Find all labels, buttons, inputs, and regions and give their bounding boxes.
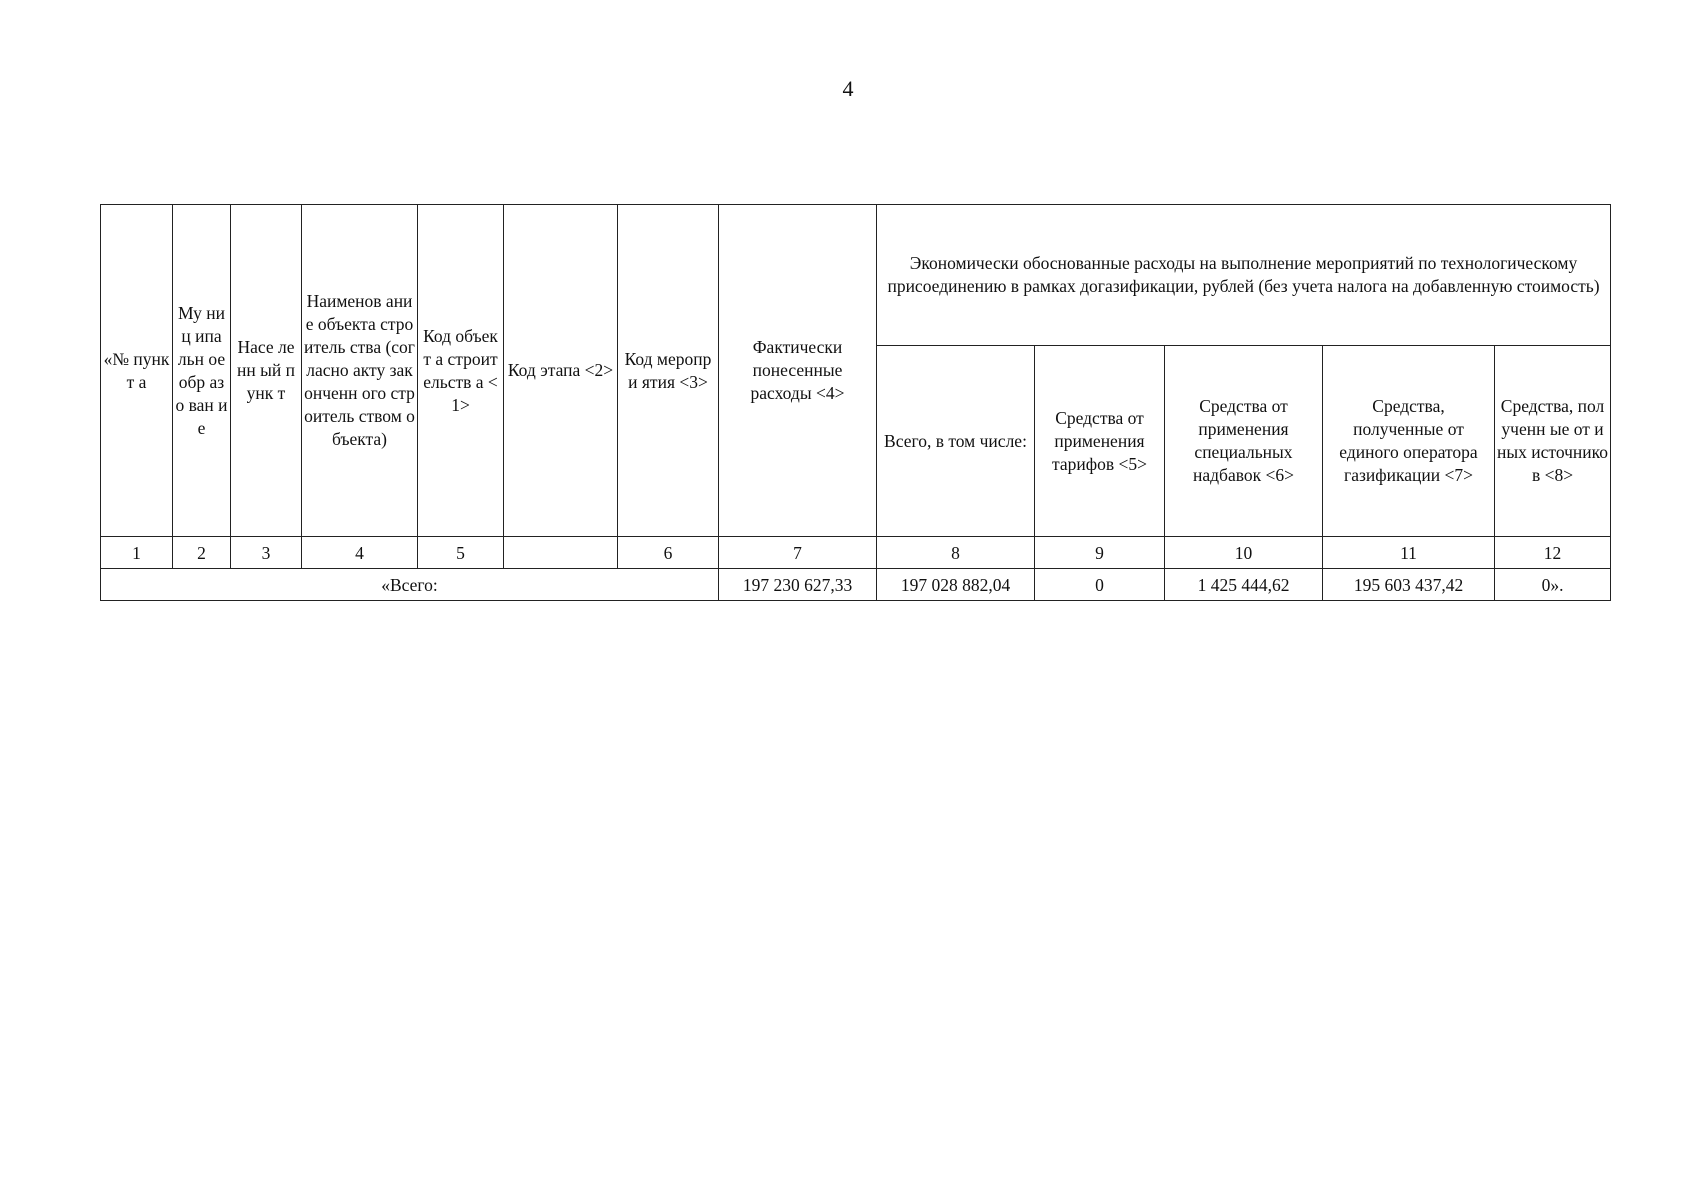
column-number: 7 xyxy=(719,537,877,569)
header-item-number: «№ пункт а xyxy=(101,205,173,537)
total-actual-expenses: 197 230 627,33 xyxy=(719,569,877,601)
column-number: 8 xyxy=(877,537,1035,569)
column-numbers-row xyxy=(101,537,1611,569)
header-actual-expenses: Фактически понесенные расходы <4> xyxy=(719,205,877,537)
column-number: 4 xyxy=(302,537,418,569)
header-surcharge-funds: Средства от применения специальных надбавок <6> xyxy=(1165,346,1323,537)
column-number: 6 xyxy=(618,537,719,569)
column-number: 5 xyxy=(418,537,504,569)
header-tariff-funds: Средства от применения тарифов <5> xyxy=(1035,346,1165,537)
total-gas-operator-value: 195 603 437,42 xyxy=(1323,569,1495,601)
total-row xyxy=(101,569,1611,601)
total-including-value: 197 028 882,04 xyxy=(877,569,1035,601)
column-number xyxy=(504,537,618,569)
total-surcharges-value: 1 425 444,62 xyxy=(1165,569,1323,601)
column-number: 11 xyxy=(1323,537,1495,569)
header-other-source-funds: Средства, полученн ые от иных источнико в <8> xyxy=(1495,346,1611,537)
header-locality: Насе ленн ый пунк т xyxy=(231,205,302,537)
header-stage-code: Код этапа <2> xyxy=(504,205,618,537)
total-label: «Всего: xyxy=(101,569,719,601)
header-row xyxy=(101,205,1611,346)
total-tariffs-value: 0 xyxy=(1035,569,1165,601)
header-total-including: Всего, в том числе: xyxy=(877,346,1035,537)
header-justified-expenses-group: Экономически обоснованные расходы на выполнение мероприятий по технологическому присоединению в рамках догазификации, рублей (без учета налога на добавленную стоимость) xyxy=(877,205,1611,346)
header-municipality: Му ниц ипа льн ое обр азо ван ие xyxy=(173,205,231,537)
expenses-table xyxy=(100,204,1611,601)
column-number: 10 xyxy=(1165,537,1323,569)
column-number: 12 xyxy=(1495,537,1611,569)
column-number: 9 xyxy=(1035,537,1165,569)
header-object-code: Код объект а строит ельств а <1> xyxy=(418,205,504,537)
column-number: 2 xyxy=(173,537,231,569)
page-number: 4 xyxy=(842,76,854,101)
header-object-name: Наименов ание объекта строитель ства (согласно акту законченн ого строитель ством объекта) xyxy=(302,205,418,537)
column-number: 1 xyxy=(101,537,173,569)
column-number: 3 xyxy=(231,537,302,569)
header-gas-operator-funds: Средства, полученные от единого оператора газификации <7> xyxy=(1323,346,1495,537)
header-event-code: Код меропри ятия <3> xyxy=(618,205,719,537)
total-other-sources-value: 0». xyxy=(1495,569,1611,601)
